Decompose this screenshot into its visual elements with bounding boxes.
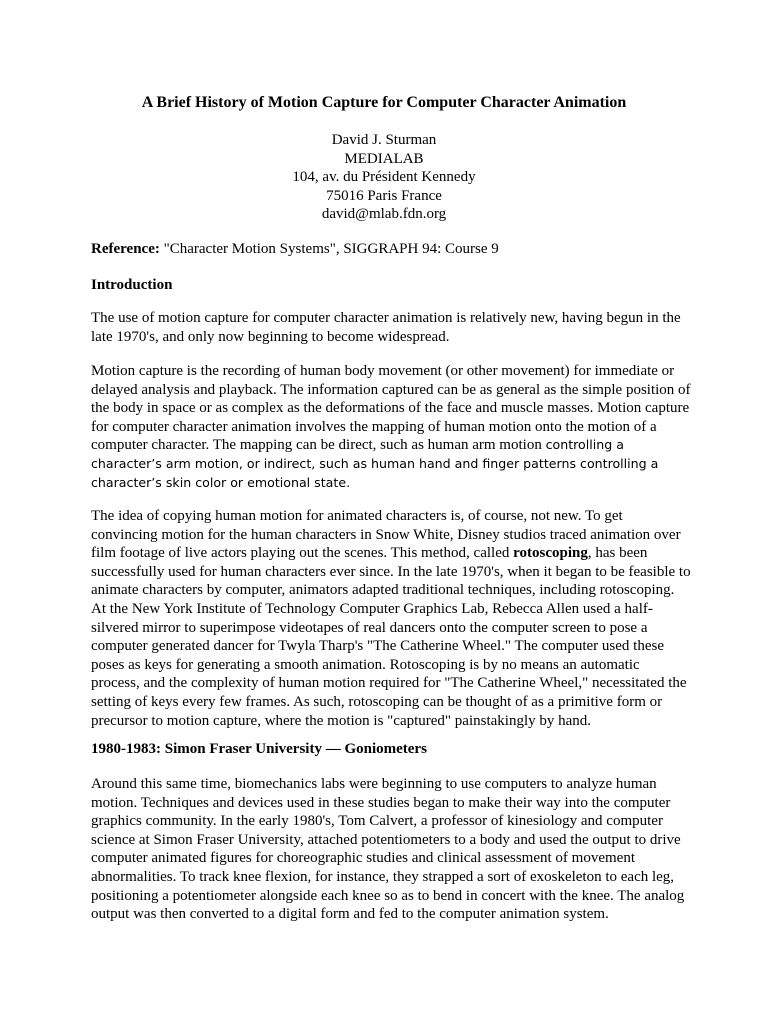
reference-line: [91, 240, 499, 258]
reference-text: "Character Motion Systems", SIGGRAPH 94: Course 9: [163, 241, 499, 257]
author-name: David J. Sturman: [331, 132, 437, 148]
rotoscoping-term: rotoscoping: [513, 545, 588, 562]
reference-label: Reference:: [91, 241, 160, 257]
author-block: [0, 131, 768, 224]
document-title: A Brief History of Motion Capture for Computer Character Animation: [141, 94, 627, 111]
author-org: MEDIALAB: [344, 150, 424, 167]
intro-paragraph-3-part-a: The idea of copying human motion for animated characters is, of course, not new. To get convincing motion for the human characters in Snow White, Disney studios traced animation over film footage of live actors playing out the scenes. This method, called: [91, 508, 681, 562]
intro-paragraph-3: [91, 507, 691, 730]
intro-paragraph-2: [91, 362, 691, 492]
author-email: david@mlab.fdn.org: [321, 206, 447, 223]
section-2-heading: 1980-1983: Simon Fraser University — Goniometers: [91, 741, 427, 757]
intro-paragraph-3-part-b: , has been successfully used for human characters ever since. In the late 1970's, when it began to be feasible to animate characters by computer, animators adapted traditional techniques, including rotoscoping. At the New York Institute of Technology Computer Graphics Lab, Rebecca Allen used a half-silvered mirror to superimpose videotapes of real dancers onto the computer screen to pose a computer generated dancer for Twyla Tharp's "The Catherine Wheel." The computer used these poses as keys for generating a smooth animation. Rotoscoping is by no means an automatic process, and the complexity of human motion required for "The Catherine Wheel," necessitated the setting of keys every few frames. As such, rotoscoping can be thought of as a primitive form or precursor to motion capture, where the motion is "captured" painstakingly by hand.: [91, 545, 691, 729]
intro-paragraph-1: The use of motion capture for computer character animation is relatively new, having begun in the late 1970's, and only now beginning to become widespread.: [91, 310, 681, 345]
introduction-heading: Introduction: [91, 277, 173, 293]
author-address-line2: 75016 Paris France: [326, 187, 442, 204]
section-2-paragraph-1: Around this same time, biomechanics labs were beginning to use computers to analyze human motion. Techniques and devices used in these studies began to make their way into the computer graphics community. In the early 1980's, Tom Calvert, a professor of kinesiology and computer science at Simon Fraser University, attached potentiometers to a body and used the output to drive computer animated figures for choreographic studies and clinical assessment of movement abnormalities. To track knee flexion, for instance, they strapped a sort of exoskeleton to each leg, positioning a potentiometer alongside each knee so as to bend in concert with the knee. The analog output was then converted to a digital form and fed to the computer animation system.: [91, 776, 685, 923]
intro-paragraph-2-serif: Motion capture is the recording of human body movement (or other movement) for immediate or delayed analysis and playback. The information captured can be as general as the simple position of the body in space or as complex as the deformations of the face and muscle masses. Motion capture for computer character animation involves the mapping of human motion onto the motion of a computer character. The mapping can be direct, such as human arm motion: [91, 363, 691, 454]
intro-paragraph-2-sans: controlling a character’s arm motion, or indirect, such as human hand and finger patterns controlling a character’s skin color or emotional state.: [91, 437, 659, 490]
author-address-line1: 104, av. du Président Kennedy: [292, 169, 476, 186]
